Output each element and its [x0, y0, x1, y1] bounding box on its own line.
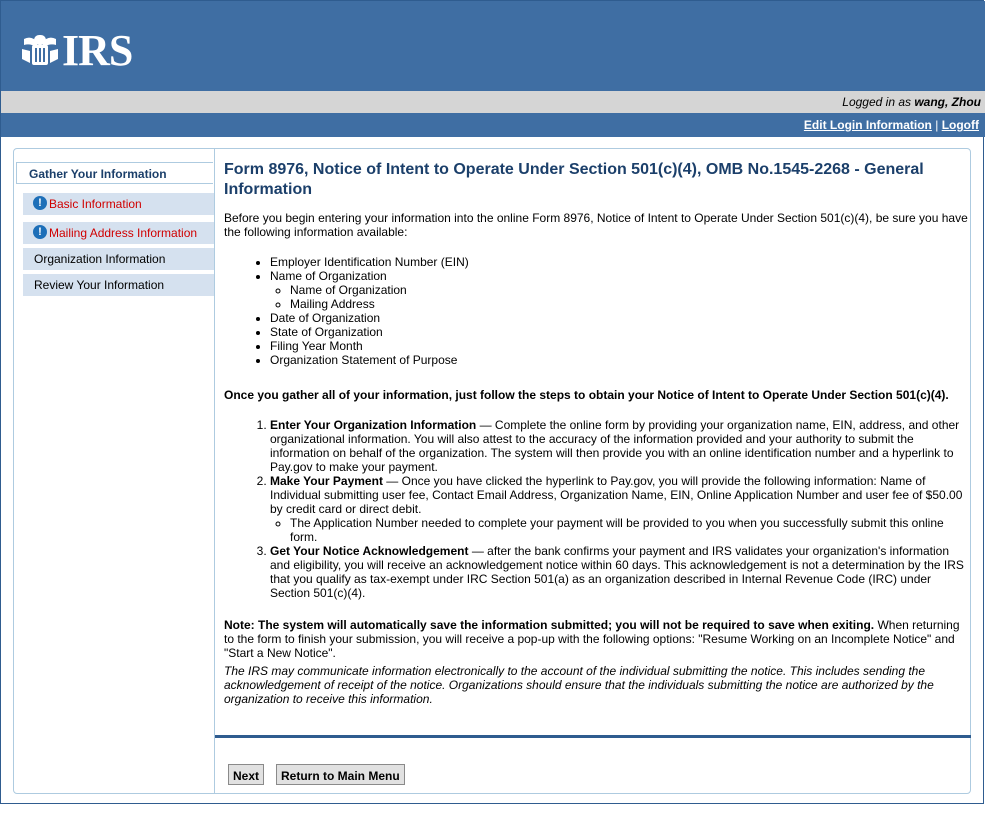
sidebar-item-mailing-address[interactable] — [23, 222, 214, 244]
step-item — [270, 474, 969, 544]
logoff-link[interactable]: Logoff — [941, 118, 979, 132]
list-item: ◦ Name of Organization — [290, 283, 969, 297]
next-button[interactable]: Next — [228, 764, 264, 785]
alert-icon: ! — [33, 225, 47, 239]
list-item: ◦ The Application Number needed to complete your payment will be provided to you when you successfully submit this online form. — [290, 516, 969, 544]
sidebar-item-basic-information[interactable] — [23, 193, 214, 215]
communication-note: The IRS may communicate information electronically to the account of the individual submitting the notice. This includes sending the acknowledgement of receipt of the notice. Organizations should ensure that the individuals submitting the notice are authorized by the organization to receive this information. — [224, 664, 934, 706]
main-content — [224, 160, 969, 706]
account-links — [804, 118, 979, 132]
link-separator: | — [931, 118, 942, 132]
sidebar-divider — [214, 148, 215, 794]
step-item — [270, 418, 969, 474]
sidebar-item-label: Mailing Address Information — [49, 226, 198, 240]
irs-logo-text: IRS — [62, 26, 133, 75]
list-item: • Organization Statement of Purpose — [270, 353, 969, 367]
list-item: • Employer Identification Number (EIN) — [270, 255, 969, 269]
sidebar — [14, 148, 214, 793]
irs-logo[interactable] — [18, 26, 148, 75]
sidebar-item-review-information[interactable] — [23, 274, 214, 296]
eagle-icon — [18, 33, 62, 71]
list-item: • Date of Organization — [270, 311, 969, 325]
page-title: Form 8976, Notice of Intent to Operate Under Section 501(c)(4), OMB No.1545-2268 - General Information — [224, 161, 924, 198]
footer-divider — [215, 735, 971, 738]
list-item: • State of Organization — [270, 325, 969, 339]
sidebar-title[interactable]: Gather Your Information — [16, 162, 213, 184]
sidebar-item-organization-information[interactable] — [23, 248, 214, 270]
edit-login-link[interactable]: Edit Login Information — [803, 118, 932, 132]
list-item — [270, 269, 969, 311]
step-title: Make Your Payment — [270, 474, 383, 488]
list-item: • Filing Year Month — [270, 339, 969, 353]
alert-icon: ! — [33, 196, 47, 210]
login-status-bar — [1, 91, 985, 113]
list-item: ◦ Mailing Address — [290, 297, 969, 311]
sub-list — [270, 516, 969, 544]
step-text: — after the bank confirms your payment and IRS validates your organization's information and eligibility, you will receive an acknowledgement notice within 60 days. This acknowledgement is not a determination by the IRS that you qualify as tax-exempt under IRC Section 501(a) as an organization described in Internal Revenue Code (IRC) under Section 501(c)(4). — [270, 544, 964, 600]
step-title: Enter Your Organization Information — [270, 418, 477, 432]
step-item — [270, 544, 969, 600]
intro-text: Before you begin entering your information into the online Form 8976, Notice of Intent to Operate Under Section 501(c)(4), be sure you have the following information available: — [224, 211, 968, 239]
account-links-bar — [1, 113, 985, 137]
header-banner — [1, 1, 985, 91]
sub-list — [270, 283, 969, 311]
step-text: — Complete the online form by providing your organization name, EIN, address, and other organizational information. You will also attest to the accuracy of the information provided and your authority to submit the information on behalf of the organization. The system will then provide you with an online identification number and a hyperlink to Pay.gov to make your payment. — [270, 418, 960, 474]
list-item-label: Name of Organization — [270, 269, 387, 283]
step-title: Get Your Notice Acknowledgement — [270, 544, 469, 558]
checklist — [224, 255, 969, 367]
note-bold: Note: The system will automatically save the information submitted; you will not be required to save when exiting. — [224, 618, 875, 632]
note-text: When returning to the form to finish your submission, you will receive a pop-up with the following options: "Resume Working on an Incomplete Notice" and "Start a New Notice". — [224, 618, 960, 660]
logged-in-prefix: Logged in as — [842, 95, 915, 109]
return-to-main-menu-button[interactable]: Return to Main Menu — [276, 764, 405, 785]
sidebar-item-label: Basic Information — [49, 197, 142, 211]
sidebar-item-label: Review Your Information — [34, 278, 165, 292]
sidebar-item-label: Organization Information — [34, 252, 166, 266]
save-note — [224, 618, 969, 660]
logged-in-text — [842, 95, 981, 109]
step-text: — Once you have clicked the hyperlink to Pay.gov, you will provide the following information: Name of Individual submitting user fee, Contact Email Address, Organization Name, EIN, Online Application Number and user fee of $50.00 by credit card or direct debit. — [270, 474, 963, 516]
steps-list — [224, 418, 969, 600]
user-name: wang, Zhou — [914, 95, 981, 109]
steps-heading: Once you gather all of your information, just follow the steps to obtain your Notice of Intent to Operate Under Section 501(c)(4). — [224, 388, 949, 402]
